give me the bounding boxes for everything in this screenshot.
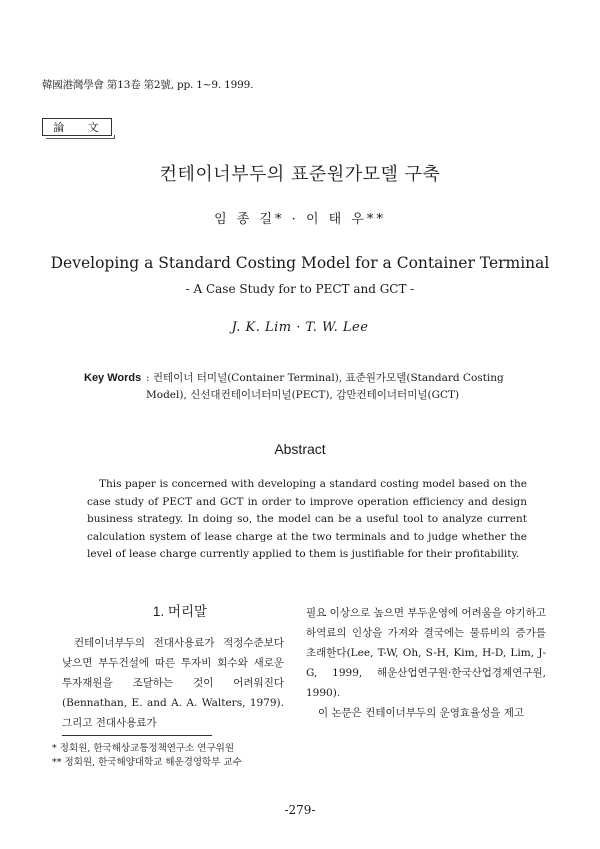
body-paragraph: 필요 이상으로 높으면 부두운영에 어려움을 야기하고 하역료의 인상을 가져와 결국에는 물류비의 증가를 초래한다(Lee, T-W, Oh, S-H, Kim, H-D, Lim, J-G, 1999, 해운산업연구원·한국산업경제연구원, 1990). bbox=[306, 607, 546, 699]
subtitle-english: - A Case Study for to PECT and GCT - bbox=[185, 282, 415, 296]
authors-korean: 임 종 길* · 이 태 우** bbox=[214, 212, 386, 227]
journal-header: 韓國港灣學會 第13卷 第2號, pp. 1~9. 1999. bbox=[42, 79, 254, 91]
keywords-label: Key Words bbox=[84, 372, 142, 384]
body-column-left: 컨테이너부두의 전대사용료가 적정수준보다 낮으면 부두건설에 따른 투자비 회수와 새로운 투자재원을 조달하는 것이 어려워진다(Bennathan, E. and A. A. Walters, 1979). 그리고 전대사용료가 bbox=[62, 637, 284, 729]
title-korean: 컨테이너부두의 표준원가모델 구축 bbox=[159, 164, 441, 185]
article-category-box: 論 文 bbox=[42, 118, 112, 136]
footnotes bbox=[52, 742, 352, 770]
footnote-item: ** 정회원, 한국해양대학교 해운경영학부 교수 bbox=[52, 757, 242, 768]
abstract-body: This paper is concerned with developing a standard costing model based on the case study of PECT and GCT in order to improve operation efficiency and design business strategy. In doing so, the model can be a useful tool to analyze current calculation system of lease charge at the two terminals and to judge whether the level of lease charge currently applied to them is justifiable for their profitability. bbox=[87, 478, 527, 560]
body-paragraph: 이 논문은 컨테이너부두의 운영효율성을 제고 bbox=[318, 707, 525, 719]
section-heading-introduction: 1. 머리말 bbox=[152, 604, 208, 619]
body-column-right bbox=[306, 603, 546, 723]
authors-english: J. K. Lim · T. W. Lee bbox=[231, 320, 369, 335]
page-number: -279- bbox=[284, 803, 316, 817]
footnote-item: * 정회원, 한국해상교통정책연구소 연구위원 bbox=[52, 743, 235, 754]
title-english: Developing a Standard Costing Model for a Container Terminal bbox=[50, 254, 550, 272]
abstract-heading: Abstract bbox=[274, 441, 326, 457]
footnote-divider bbox=[62, 735, 212, 736]
keywords-text: : 컨테이너 터미널(Container Terminal), 표준원가모델(Standard Costing Model), 신선대컨테이너터미널(PECT), 감만컨테이너터미널(GCT) bbox=[146, 372, 504, 401]
